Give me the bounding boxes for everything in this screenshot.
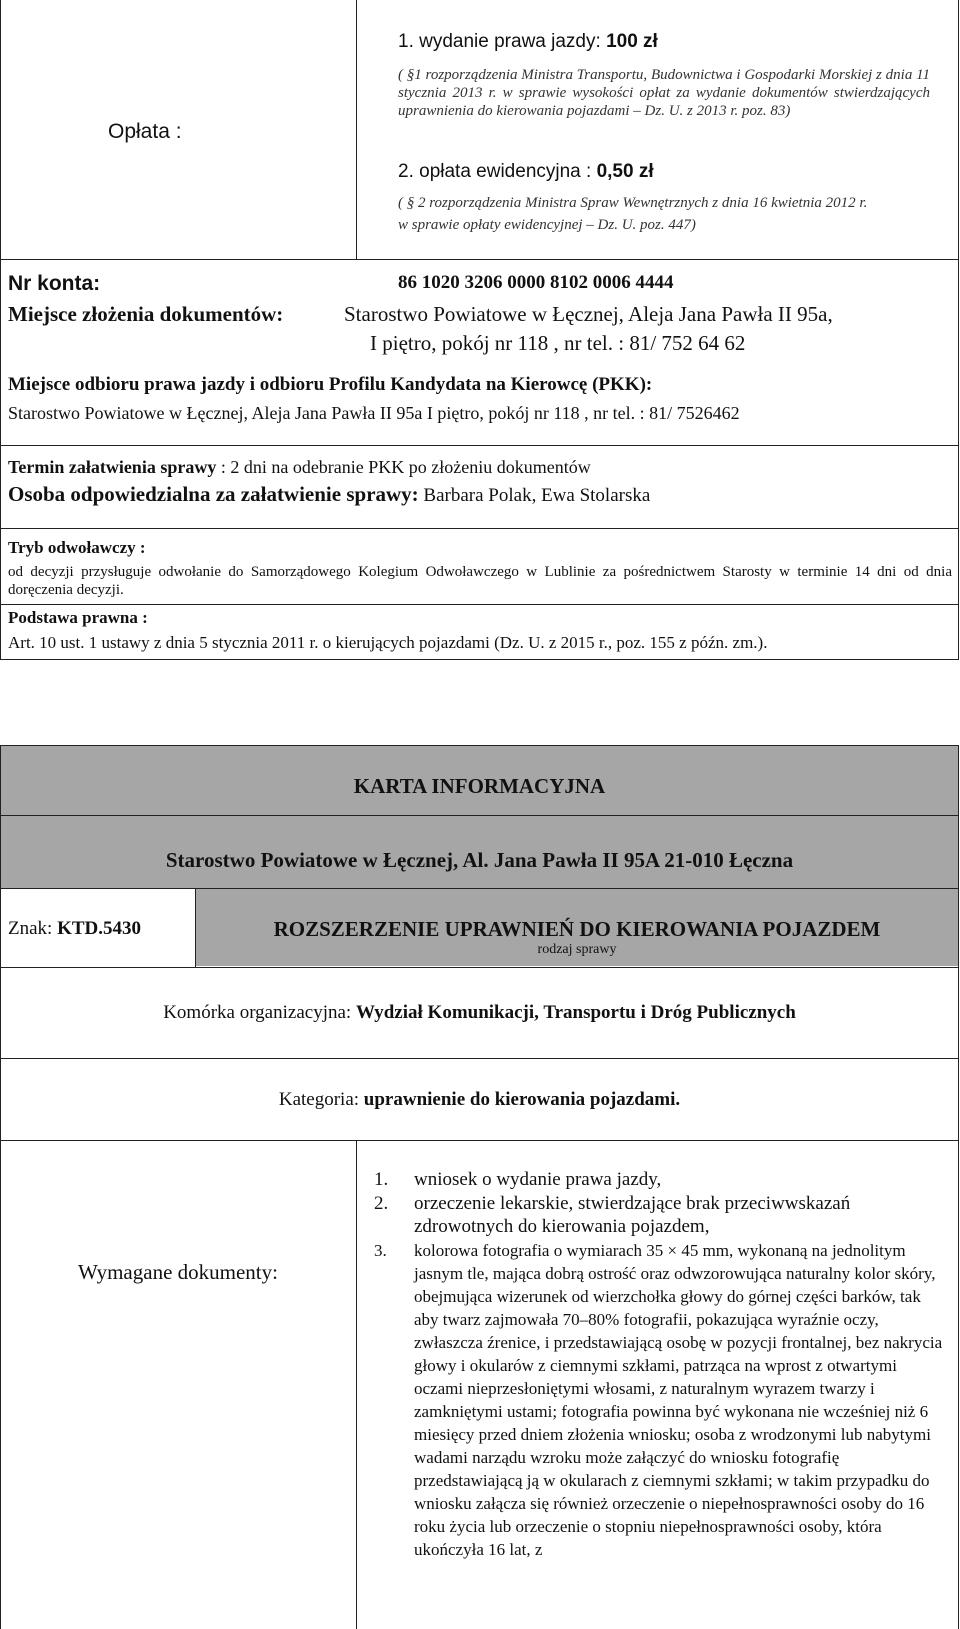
fee-item-2-note-line1: ( § 2 rozporządzenia Ministra Spraw Wewnętrznych z dnia 16 kwietnia 2012 r.	[398, 195, 868, 211]
card-title: KARTA INFORMACYJNA	[353, 774, 606, 798]
submission-line1: Starostwo Powiatowe w Łęcznej, Aleja Jana Pawła II 95a,	[344, 302, 833, 326]
list-item-text: orzeczenie lekarskie, stwierdzające brak przeciwwskazań zdrowotnych do kierowania pojazdem,	[414, 1193, 851, 1237]
documents-label: Wymagane dokumenty:	[78, 1260, 278, 1284]
fee-item-1-note: ( §1 rozporządzenia Ministra Transportu, Budownictwa i Gospodarki Morskiej z dnia 11 stycznia 2013 r. w sprawie wysokości opłat za wydanie dokumentów stwierdzających uprawnienia do kierowania pojazdami – Dz. U. z 2013 r. poz. 83)	[398, 67, 930, 119]
sign-value: KTD.5430	[57, 918, 142, 939]
legal-basis-text: Art. 10 ust. 1 ustawy z dnia 5 stycznia 2011 r. o kierujących pojazdami (Dz. U. z 2015 r., poz. 155 z późn. zm.).	[8, 633, 768, 652]
account-label: Nr konta:	[8, 272, 101, 295]
fee-item-1	[398, 30, 658, 53]
case-subtitle: rodzaj sprawy	[537, 942, 617, 957]
category-label: Kategoria:	[278, 1089, 364, 1110]
sign-label: Znak:	[8, 918, 58, 939]
list-item-text: wniosek o wydanie prawa jazdy,	[414, 1169, 662, 1190]
deadline-text: : 2 dni na odebranie PKK po złożeniu dokumentów	[216, 457, 591, 477]
pickup-text: Starostwo Powiatowe w Łęcznej, Aleja Jana Pawła II 95a I piętro, pokój nr 118 , nr tel. : 81/ 7526462	[8, 403, 740, 423]
deadline-label: Termin załatwienia sprawy	[8, 457, 217, 477]
documents-list	[374, 1168, 946, 1562]
list-item	[374, 1239, 946, 1561]
list-item-text: kolorowa fotografia o wymiarach 35 × 45 mm, wykonaną na jednolitym jasnym tle, mająca dobrą ostrość oraz odwzorowująca naturalny kolor skóry, obejmująca wizerunek od wierzchołka głowy do górnej części barków, tak aby twarz zajmowała 70–80% fotografii, pokazująca wyraźnie oczy, zwłaszcza źrenice, i przedstawiającą osobę w pozycji frontalnej, bez nakrycia głowy i okularów z ciemnymi szkłami, patrząca na wprost z otwartymi oczami nieprzesłoniętymi włosami, z naturalnym wyrazem twarzy i zamkniętymi ustami; fotografia powinna być wykonana nie wcześniej niż 6 miesięcy przed dniem złożenia wniosku; osoba z wrodzonymi lub nabytymi wadami narządu wzroku może załączyć do wniosku fotografię przedstawiającą ją w okularach z ciemnymi szkłami; w takim przypadku do wniosku załącza się również orzeczenie o niepełnosprawności osoby do 16 roku życia lub orzeczenie o stopniu niepełnosprawności osoby, która ukończyła 16 lat, z	[414, 1241, 943, 1559]
fee-bottom-line	[0, 259, 959, 260]
fee-item-1-amount: 100 zł	[606, 31, 658, 52]
account-number: 86 1020 3206 0000 8102 0006 4444	[398, 272, 674, 293]
deadline	[8, 456, 591, 478]
fee-item-2-label: 2. opłata ewidencyjna :	[398, 161, 597, 182]
pickup-label: Miejsce odbioru prawa jazdy i odbioru Profilu Kandydata na Kierowcę (PKK):	[8, 374, 653, 395]
documents-divider	[356, 1140, 357, 1629]
submission-line2: I piętro, pokój nr 118 , nr tel. : 81/ 752 64 62	[370, 331, 746, 355]
list-item	[374, 1168, 946, 1191]
list-item-number: 1.	[374, 1169, 389, 1190]
legal-basis-label: Podstawa prawna :	[8, 608, 148, 627]
fee-item-1-label: 1. wydanie prawa jazdy:	[398, 31, 607, 52]
appeal-text: od decyzji przysługuje odwołanie do Samorządowego Kolegium Odwoławczego w Lublinie za pośrednictwem Starosty w terminie 14 dni od dnia doręczenia decyzji.	[8, 564, 952, 598]
card-title-divider	[0, 815, 959, 816]
fee-item-2	[398, 160, 654, 183]
sign	[8, 917, 141, 940]
card-office: Starostwo Powiatowe w Łęcznej, Al. Jana Pawła II 95A 21-010 Łęczna	[165, 848, 794, 872]
unit	[0, 1001, 959, 1024]
basis-top-line	[0, 604, 959, 605]
appeal-label: Tryb odwoławczy :	[8, 538, 146, 557]
submission-label: Miejsce złożenia dokumentów:	[8, 302, 284, 326]
category-row-bottom-line	[0, 1140, 959, 1141]
address-bottom-line	[0, 445, 959, 446]
fee-divider	[356, 0, 357, 259]
unit-row-bottom-line	[0, 1058, 959, 1059]
fee-label: Opłata :	[108, 120, 182, 143]
responsible-text: Barbara Polak, Ewa Stolarska	[418, 485, 651, 506]
unit-label: Komórka organizacyjna:	[163, 1002, 356, 1023]
responsible	[8, 482, 650, 508]
appeal-top-line	[0, 528, 959, 529]
unit-value: Wydział Komunikacji, Transportu i Dróg Publicznych	[355, 1002, 796, 1023]
case-row-bottom-line	[0, 967, 959, 968]
category-value: uprawnienie do kierowania pojazdami.	[363, 1089, 681, 1110]
fee-item-2-amount: 0,50 zł	[596, 161, 654, 182]
case-title: ROZSZERZENIE UPRAWNIEŃ DO KIEROWANIA POJAZDEM	[273, 917, 881, 941]
list-item-number: 2.	[374, 1193, 389, 1214]
responsible-label: Osoba odpowiedzialna za załatwienie sprawy:	[8, 482, 419, 506]
fee-item-2-note-line2: w sprawie opłaty ewidencyjnej – Dz. U. poz. 447)	[398, 217, 696, 233]
category	[0, 1088, 959, 1111]
list-item	[374, 1192, 946, 1238]
list-item-number: 3.	[374, 1241, 387, 1260]
